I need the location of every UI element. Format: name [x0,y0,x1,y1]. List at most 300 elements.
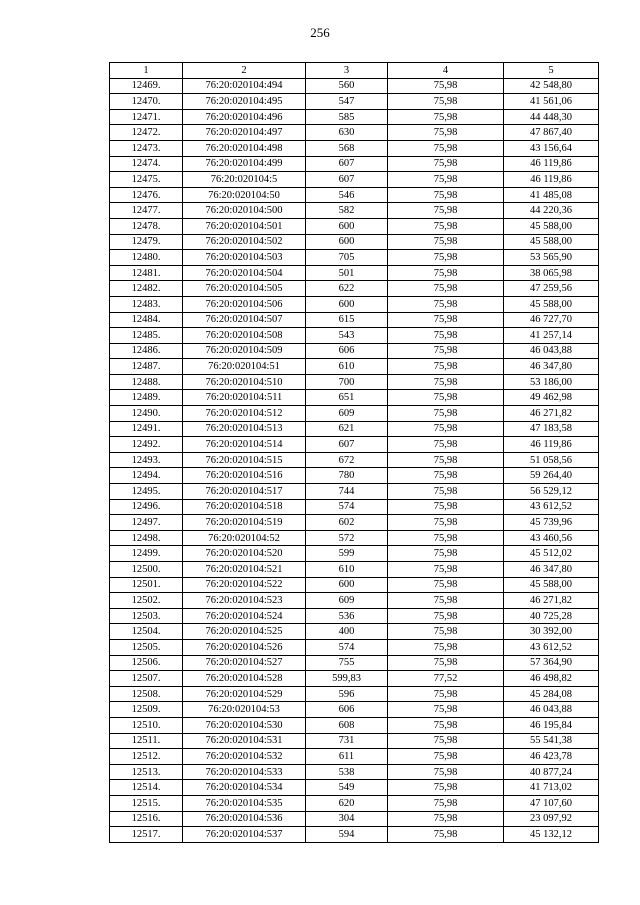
row-number-cell: 12510. [110,717,183,733]
area-cell: 615 [306,312,388,328]
header-row [110,63,599,79]
row-number-cell: 12487. [110,359,183,375]
table-row [110,702,599,718]
area-cell: 700 [306,374,388,390]
rate-cell: 75,98 [388,359,504,375]
rate-cell: 75,98 [388,499,504,515]
amount-cell: 46 119,86 [504,437,599,453]
area-cell: 608 [306,717,388,733]
amount-cell: 38 065,98 [504,265,599,281]
table-row [110,296,599,312]
cadastral-number-cell: 76:20:020104:516 [183,468,306,484]
table-row [110,218,599,234]
table-row [110,312,599,328]
cadastral-number-cell: 76:20:020104:519 [183,515,306,531]
area-cell: 620 [306,795,388,811]
row-number-cell: 12506. [110,655,183,671]
area-cell: 611 [306,749,388,765]
row-number-cell: 12514. [110,780,183,796]
row-number-cell: 12508. [110,686,183,702]
data-table [109,62,599,843]
row-number-cell: 12478. [110,218,183,234]
amount-cell: 46 195,84 [504,717,599,733]
amount-cell: 59 264,40 [504,468,599,484]
rate-cell: 75,98 [388,577,504,593]
table-row [110,655,599,671]
cadastral-number-cell: 76:20:020104:513 [183,421,306,437]
table-row [110,624,599,640]
cadastral-number-cell: 76:20:020104:508 [183,328,306,344]
area-cell: 622 [306,281,388,297]
cadastral-number-cell: 76:20:020104:502 [183,234,306,250]
table-row [110,515,599,531]
cadastral-number-cell: 76:20:020104:525 [183,624,306,640]
amount-cell: 53 565,90 [504,250,599,266]
rate-cell: 75,98 [388,717,504,733]
amount-cell: 46 043,88 [504,702,599,718]
cadastral-number-cell: 76:20:020104:515 [183,452,306,468]
amount-cell: 46 043,88 [504,343,599,359]
rate-cell: 75,98 [388,390,504,406]
table-row [110,593,599,609]
row-number-cell: 12495. [110,484,183,500]
rate-cell: 75,98 [388,452,504,468]
area-cell: 574 [306,499,388,515]
amount-cell: 43 156,64 [504,140,599,156]
cadastral-number-cell: 76:20:020104:529 [183,686,306,702]
table-row [110,608,599,624]
amount-cell: 46 727,70 [504,312,599,328]
cadastral-number-cell: 76:20:020104:517 [183,484,306,500]
row-number-cell: 12517. [110,827,183,843]
amount-cell: 42 548,80 [504,78,599,94]
table-row [110,546,599,562]
amount-cell: 45 132,12 [504,827,599,843]
amount-cell: 43 612,52 [504,639,599,655]
area-cell: 582 [306,203,388,219]
area-cell: 549 [306,780,388,796]
amount-cell: 30 392,00 [504,624,599,640]
table-row [110,749,599,765]
cadastral-number-cell: 76:20:020104:527 [183,655,306,671]
cadastral-number-cell: 76:20:020104:501 [183,218,306,234]
table-row [110,717,599,733]
row-number-cell: 12501. [110,577,183,593]
area-cell: 607 [306,437,388,453]
amount-cell: 41 713,02 [504,780,599,796]
rate-cell: 75,98 [388,328,504,344]
row-number-cell: 12507. [110,671,183,687]
amount-cell: 53 186,00 [504,374,599,390]
table-row [110,187,599,203]
cadastral-number-cell: 76:20:020104:514 [183,437,306,453]
row-number-cell: 12482. [110,281,183,297]
area-cell: 547 [306,94,388,110]
area-cell: 560 [306,78,388,94]
cadastral-number-cell: 76:20:020104:51 [183,359,306,375]
row-number-cell: 12516. [110,811,183,827]
column-header-5: 5 [504,63,599,79]
row-number-cell: 12470. [110,94,183,110]
table-body [110,78,599,842]
area-cell: 536 [306,608,388,624]
cadastral-number-cell: 76:20:020104:531 [183,733,306,749]
rate-cell: 75,98 [388,827,504,843]
area-cell: 630 [306,125,388,141]
area-cell: 651 [306,390,388,406]
area-cell: 731 [306,733,388,749]
row-number-cell: 12477. [110,203,183,219]
table-row [110,125,599,141]
rate-cell: 75,98 [388,749,504,765]
row-number-cell: 12473. [110,140,183,156]
cadastral-number-cell: 76:20:020104:521 [183,562,306,578]
table-row [110,452,599,468]
row-number-cell: 12498. [110,530,183,546]
amount-cell: 46 347,80 [504,359,599,375]
cadastral-number-cell: 76:20:020104:499 [183,156,306,172]
rate-cell: 75,98 [388,593,504,609]
row-number-cell: 12515. [110,795,183,811]
table-row [110,530,599,546]
amount-cell: 47 259,56 [504,281,599,297]
amount-cell: 43 460,56 [504,530,599,546]
column-header-4: 4 [388,63,504,79]
area-cell: 600 [306,577,388,593]
rate-cell: 75,98 [388,94,504,110]
amount-cell: 41 257,14 [504,328,599,344]
amount-cell: 46 119,86 [504,156,599,172]
table-row [110,562,599,578]
rate-cell: 75,98 [388,764,504,780]
row-number-cell: 12479. [110,234,183,250]
table-row [110,203,599,219]
rate-cell: 75,98 [388,608,504,624]
table-row [110,78,599,94]
rate-cell: 77,52 [388,671,504,687]
rate-cell: 75,98 [388,733,504,749]
table-row [110,390,599,406]
row-number-cell: 12472. [110,125,183,141]
amount-cell: 45 739,96 [504,515,599,531]
table-row [110,639,599,655]
cadastral-number-cell: 76:20:020104:532 [183,749,306,765]
amount-cell: 47 183,58 [504,421,599,437]
cadastral-number-cell: 76:20:020104:536 [183,811,306,827]
table-row [110,343,599,359]
area-cell: 543 [306,328,388,344]
area-cell: 501 [306,265,388,281]
area-cell: 621 [306,421,388,437]
table-row [110,795,599,811]
cadastral-number-cell: 76:20:020104:535 [183,795,306,811]
cadastral-number-cell: 76:20:020104:524 [183,608,306,624]
rate-cell: 75,98 [388,655,504,671]
row-number-cell: 12488. [110,374,183,390]
table-row [110,374,599,390]
rate-cell: 75,98 [388,203,504,219]
table-row [110,484,599,500]
area-cell: 606 [306,343,388,359]
rate-cell: 75,98 [388,421,504,437]
table-row [110,671,599,687]
rate-cell: 75,98 [388,530,504,546]
row-number-cell: 12504. [110,624,183,640]
cadastral-number-cell: 76:20:020104:497 [183,125,306,141]
column-header-1: 1 [110,63,183,79]
area-cell: 755 [306,655,388,671]
amount-cell: 46 119,86 [504,172,599,188]
amount-cell: 51 058,56 [504,452,599,468]
cadastral-number-cell: 76:20:020104:528 [183,671,306,687]
row-number-cell: 12483. [110,296,183,312]
area-cell: 400 [306,624,388,640]
table-row [110,109,599,125]
cadastral-number-cell: 76:20:020104:530 [183,717,306,733]
table-row [110,686,599,702]
cadastral-number-cell: 76:20:020104:50 [183,187,306,203]
area-cell: 599,83 [306,671,388,687]
area-cell: 602 [306,515,388,531]
table-row [110,437,599,453]
amount-cell: 44 448,30 [504,109,599,125]
row-number-cell: 12475. [110,172,183,188]
amount-cell: 56 529,12 [504,484,599,500]
rate-cell: 75,98 [388,172,504,188]
rate-cell: 75,98 [388,702,504,718]
table-row [110,733,599,749]
area-cell: 600 [306,296,388,312]
row-number-cell: 12471. [110,109,183,125]
row-number-cell: 12500. [110,562,183,578]
table-row [110,250,599,266]
row-number-cell: 12512. [110,749,183,765]
amount-cell: 41 485,08 [504,187,599,203]
rate-cell: 75,98 [388,312,504,328]
amount-cell: 45 588,00 [504,234,599,250]
area-cell: 599 [306,546,388,562]
row-number-cell: 12489. [110,390,183,406]
table-row [110,577,599,593]
cadastral-number-cell: 76:20:020104:504 [183,265,306,281]
row-number-cell: 12476. [110,187,183,203]
rate-cell: 75,98 [388,562,504,578]
row-number-cell: 12490. [110,406,183,422]
row-number-cell: 12503. [110,608,183,624]
table-row [110,827,599,843]
rate-cell: 75,98 [388,156,504,172]
cadastral-number-cell: 76:20:020104:496 [183,109,306,125]
cadastral-number-cell: 76:20:020104:495 [183,94,306,110]
row-number-cell: 12494. [110,468,183,484]
amount-cell: 45 588,00 [504,296,599,312]
table-row [110,499,599,515]
rate-cell: 75,98 [388,546,504,562]
area-cell: 574 [306,639,388,655]
table-row [110,468,599,484]
table-row [110,406,599,422]
rate-cell: 75,98 [388,437,504,453]
amount-cell: 23 097,92 [504,811,599,827]
rate-cell: 75,98 [388,811,504,827]
cadastral-number-cell: 76:20:020104:52 [183,530,306,546]
table-row [110,94,599,110]
row-number-cell: 12502. [110,593,183,609]
amount-cell: 47 867,40 [504,125,599,141]
table-row [110,156,599,172]
area-cell: 705 [306,250,388,266]
area-cell: 538 [306,764,388,780]
amount-cell: 49 462,98 [504,390,599,406]
page-number: 256 [310,25,330,40]
table-row [110,234,599,250]
amount-cell: 40 877,24 [504,764,599,780]
row-number-cell: 12491. [110,421,183,437]
area-cell: 572 [306,530,388,546]
amount-cell: 45 588,00 [504,577,599,593]
area-cell: 609 [306,406,388,422]
cadastral-number-cell: 76:20:020104:500 [183,203,306,219]
cadastral-number-cell: 76:20:020104:509 [183,343,306,359]
row-number-cell: 12480. [110,250,183,266]
rate-cell: 75,98 [388,218,504,234]
cadastral-number-cell: 76:20:020104:512 [183,406,306,422]
rate-cell: 75,98 [388,780,504,796]
cadastral-number-cell: 76:20:020104:5 [183,172,306,188]
amount-cell: 47 107,60 [504,795,599,811]
row-number-cell: 12511. [110,733,183,749]
row-number-cell: 12497. [110,515,183,531]
area-cell: 600 [306,218,388,234]
rate-cell: 75,98 [388,265,504,281]
row-number-cell: 12513. [110,764,183,780]
amount-cell: 40 725,28 [504,608,599,624]
amount-cell: 45 588,00 [504,218,599,234]
table-row [110,281,599,297]
area-cell: 606 [306,702,388,718]
amount-cell: 55 541,38 [504,733,599,749]
row-number-cell: 12493. [110,452,183,468]
cadastral-number-cell: 76:20:020104:505 [183,281,306,297]
table-row [110,780,599,796]
amount-cell: 41 561,06 [504,94,599,110]
cadastral-number-cell: 76:20:020104:534 [183,780,306,796]
area-cell: 610 [306,359,388,375]
row-number-cell: 12484. [110,312,183,328]
row-number-cell: 12485. [110,328,183,344]
table-row [110,265,599,281]
amount-cell: 44 220,36 [504,203,599,219]
cadastral-number-cell: 76:20:020104:533 [183,764,306,780]
rate-cell: 75,98 [388,281,504,297]
area-cell: 600 [306,234,388,250]
cadastral-number-cell: 76:20:020104:526 [183,639,306,655]
amount-cell: 45 284,08 [504,686,599,702]
table-row [110,421,599,437]
column-header-3: 3 [306,63,388,79]
rate-cell: 75,98 [388,374,504,390]
rate-cell: 75,98 [388,234,504,250]
rate-cell: 75,98 [388,686,504,702]
row-number-cell: 12509. [110,702,183,718]
rate-cell: 75,98 [388,109,504,125]
cadastral-number-cell: 76:20:020104:511 [183,390,306,406]
table-row [110,172,599,188]
rate-cell: 75,98 [388,125,504,141]
table-row [110,764,599,780]
area-cell: 672 [306,452,388,468]
amount-cell: 57 364,90 [504,655,599,671]
cadastral-number-cell: 76:20:020104:537 [183,827,306,843]
table-row [110,811,599,827]
area-cell: 568 [306,140,388,156]
rate-cell: 75,98 [388,639,504,655]
rate-cell: 75,98 [388,515,504,531]
cadastral-number-cell: 76:20:020104:507 [183,312,306,328]
area-cell: 585 [306,109,388,125]
area-cell: 609 [306,593,388,609]
amount-cell: 45 512,02 [504,546,599,562]
rate-cell: 75,98 [388,187,504,203]
area-cell: 596 [306,686,388,702]
cadastral-number-cell: 76:20:020104:518 [183,499,306,515]
area-cell: 610 [306,562,388,578]
rate-cell: 75,98 [388,468,504,484]
rate-cell: 75,98 [388,795,504,811]
amount-cell: 46 423,78 [504,749,599,765]
table-row [110,359,599,375]
table-row [110,140,599,156]
column-header-2: 2 [183,63,306,79]
area-cell: 607 [306,156,388,172]
row-number-cell: 12499. [110,546,183,562]
cadastral-number-cell: 76:20:020104:510 [183,374,306,390]
row-number-cell: 12474. [110,156,183,172]
area-cell: 304 [306,811,388,827]
row-number-cell: 12492. [110,437,183,453]
area-cell: 780 [306,468,388,484]
table-row [110,328,599,344]
rate-cell: 75,98 [388,484,504,500]
cadastral-number-cell: 76:20:020104:494 [183,78,306,94]
amount-cell: 46 271,82 [504,593,599,609]
rate-cell: 75,98 [388,406,504,422]
rate-cell: 75,98 [388,343,504,359]
rate-cell: 75,98 [388,296,504,312]
area-cell: 546 [306,187,388,203]
rate-cell: 75,98 [388,250,504,266]
cadastral-number-cell: 76:20:020104:520 [183,546,306,562]
rate-cell: 75,98 [388,140,504,156]
cadastral-number-cell: 76:20:020104:522 [183,577,306,593]
cadastral-number-cell: 76:20:020104:503 [183,250,306,266]
row-number-cell: 12469. [110,78,183,94]
cadastral-number-cell: 76:20:020104:506 [183,296,306,312]
area-cell: 607 [306,172,388,188]
rate-cell: 75,98 [388,624,504,640]
area-cell: 594 [306,827,388,843]
row-number-cell: 12486. [110,343,183,359]
cadastral-number-cell: 76:20:020104:53 [183,702,306,718]
amount-cell: 46 347,80 [504,562,599,578]
cadastral-number-cell: 76:20:020104:498 [183,140,306,156]
amount-cell: 43 612,52 [504,499,599,515]
row-number-cell: 12481. [110,265,183,281]
row-number-cell: 12505. [110,639,183,655]
area-cell: 744 [306,484,388,500]
amount-cell: 46 498,82 [504,671,599,687]
cadastral-number-cell: 76:20:020104:523 [183,593,306,609]
